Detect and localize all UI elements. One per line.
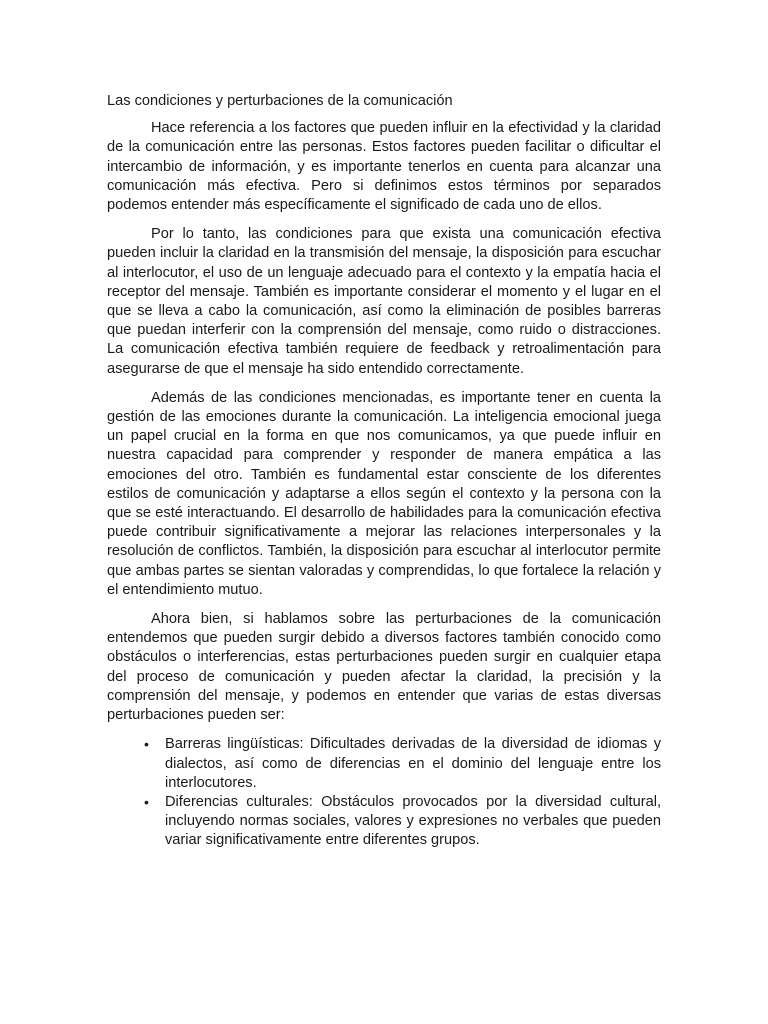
- list-item-text: Barreras lingüísticas: Dificultades derivadas de la diversidad de idiomas y dialectos, así como de diferencias en el dominio del lenguaje entre los interlocutores.: [165, 736, 661, 791]
- list-item: [107, 735, 661, 793]
- list-item-text: Diferencias culturales: Obstáculos provocados por la diversidad cultural, incluyendo normas sociales, valores y expresiones no verbales que pueden variar significativamente entre diferentes grupos.: [165, 793, 661, 849]
- bullet-icon: •: [144, 793, 149, 810]
- bullet-icon: •: [144, 736, 149, 753]
- paragraph: Ahora bien, si hablamos sobre las perturbaciones de la comunicación entendemos que pueden surgir debido a diversos factores también conocido como obstáculos o interferencias, estas perturbaciones pueden surgir en cualquier etapa del proceso de comunicación y pueden afectar la claridad, la precisión y la comprensión del mensaje, y podemos en entender que varias de estas diversas perturbaciones pueden ser:: [107, 611, 661, 724]
- list-item: [107, 793, 661, 851]
- document-title: Las condiciones y perturbaciones de la comunicación: [107, 93, 453, 109]
- perturbations-list: [107, 735, 661, 850]
- document-body: [107, 92, 661, 851]
- paragraph: Además de las condiciones mencionadas, es importante tener en cuenta la gestión de las emociones durante la comunicación. La inteligencia emocional juega un papel crucial en la forma en que nos comunicamos, ya que puede influir en nuestra capacidad para comprender y responder de manera empática a las emociones del otro. También es fundamental estar consciente de los diferentes estilos de comunicación y adaptarse a ellos según el contexto y la persona con la que se esté interactuando. El desarrollo de habilidades para la comunicación efectiva puede contribuir significativamente a mejorar las relaciones interpersonales y la resolución de conflictos. También, la disposición para escuchar al interlocutor permite que ambas partes se sientan valoradas y comprendidas, lo que fortalece la relación y el entendimiento mutuo.: [107, 389, 661, 598]
- paragraph: Por lo tanto, las condiciones para que exista una comunicación efectiva pueden incluir la claridad en la transmisión del mensaje, la disposición para escuchar al interlocutor, el uso de un lenguaje adecuado para el contexto y la empatía hacia el receptor del mensaje. También es importante considerar el momento y el lugar en el que se lleva a cabo la comunicación, así como la eliminación de posibles barreras que puedan interferir con la comprensión del mensaje, como ruido o distracciones. La comunicación efectiva también requiere de feedback y retroalimentación para asegurarse de que el mensaje ha sido entendido correctamente.: [107, 226, 661, 377]
- paragraph: Hace referencia a los factores que pueden influir en la efectividad y la claridad de la comunicación entre las personas. Estos factores pueden facilitar o dificultar el intercambio de información, y es importante tenerlos en cuenta para alcanzar una comunicación más efectiva. Pero si definimos estos términos por separados podemos entender más específicamente el significado de cada uno de ellos.: [107, 120, 661, 214]
